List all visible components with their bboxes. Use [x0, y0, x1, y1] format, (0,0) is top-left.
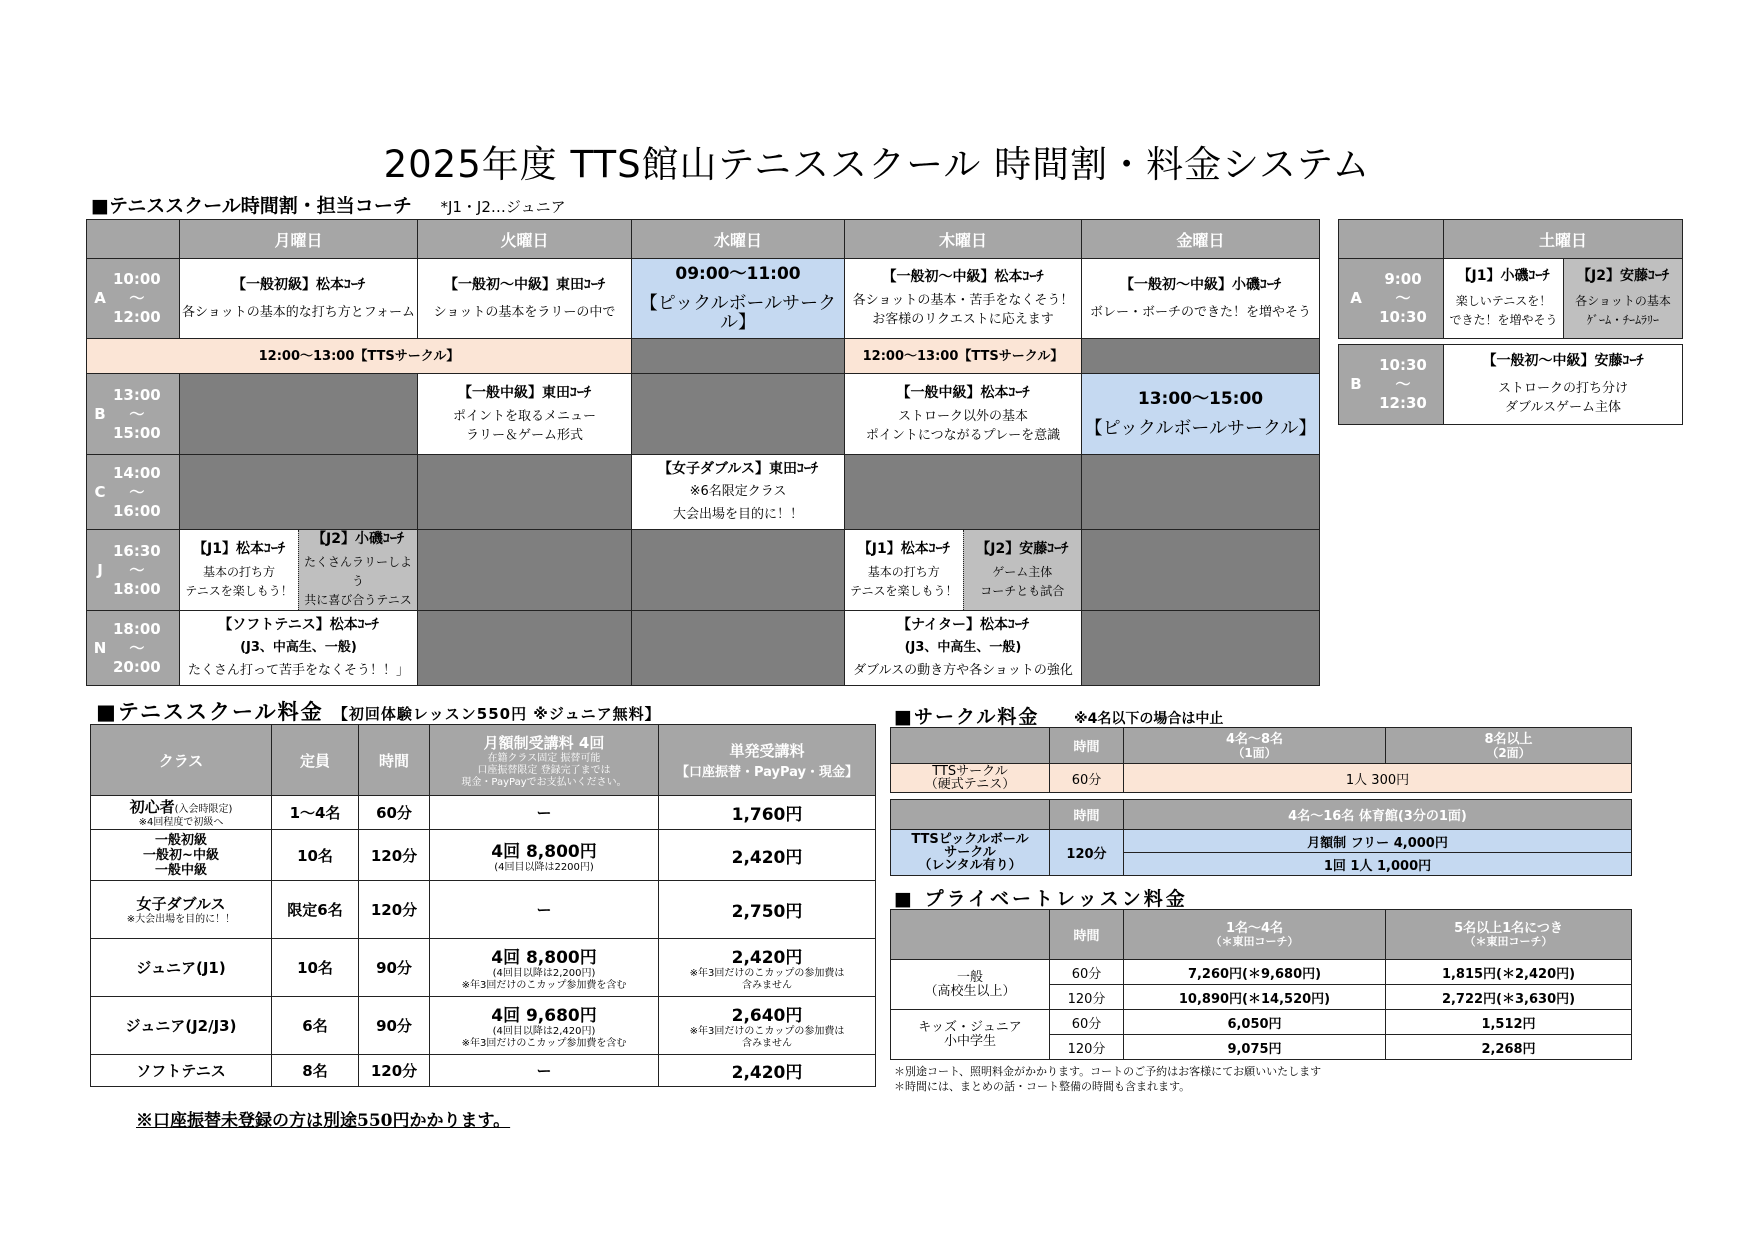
- slot-a-label: A10:00 ～ 12:00: [87, 259, 180, 339]
- circle-heading: [894, 702, 1223, 729]
- day-sat: 土曜日: [1444, 220, 1683, 259]
- circle-note: ※4名以下の場合は中止: [1074, 711, 1224, 727]
- fees-row-general: 一般初級 一般初~中級 一般中級 10名 120分 4回 8,800円 (4回目以降は2200円) 2,420円: [91, 830, 876, 881]
- pickle-col-capacity: 4名～16名 体育館(3分の1面): [1124, 800, 1632, 830]
- fees-heading: [96, 696, 661, 726]
- empty-c-tue: [418, 455, 632, 530]
- private-note-time: ＊時間には、まとめの話・コート整備の時間も含まれます。: [894, 1080, 1191, 1093]
- circle-corner: [891, 728, 1050, 764]
- day-wed: 水曜日: [632, 220, 845, 259]
- corner-cell: [87, 220, 180, 259]
- class-j-mon: [180, 530, 418, 611]
- fees-col-single: 単発受講料 【口座振替・PayPay・現金】: [659, 725, 876, 796]
- fees-row-beginner: 初心者(入会時限定) ※4回程度で初級へ 1～4名 60分 ー 1,760円: [91, 796, 876, 830]
- class-b-fri: 13:00～15:00 【ピックルボールサークル】: [1082, 374, 1320, 455]
- class-a-thu: 【一般初～中級】松本ｺｰﾁ 各ショットの基本・苦手をなくそう！ お客様のリクエストに応えます: [845, 259, 1082, 339]
- fees-row-ladies: 女子ダブルス ※大会出場を目的に！！ 限定6名 120分 ー 2,750円: [91, 881, 876, 939]
- lunch-circle-mon-tue: 12:00～13:00【TTSサークル】: [87, 339, 632, 374]
- empty-lunch-fri: [1082, 339, 1320, 374]
- fees-col-class: クラス: [91, 725, 272, 796]
- private-col-1to4: 1名～4名 （＊東田コーチ）: [1124, 910, 1386, 960]
- fees-col-capacity: 定員: [272, 725, 359, 796]
- circle-pickleball-table: [890, 799, 1632, 876]
- timetable-heading: [91, 191, 566, 218]
- timetable-heading-text: ■テニススクール時間割・担当コーチ: [91, 195, 412, 217]
- private-notes: [894, 1064, 1321, 1094]
- slot-j-label: J16:30 ～ 18:00: [87, 530, 180, 611]
- empty-n-wed: [632, 611, 845, 686]
- page-title: 2025年度 TTS館山テニススクール 時間割・料金システム: [383, 143, 1371, 186]
- circle-col-small: 4名～8名 （1面）: [1124, 728, 1386, 764]
- fees-row-junior-j1: ジュニア(J1) 10名 90分 4回 8,800円 (4回目以降は2,200円) ※年3回だけのこカップ参加費を含む 2,420円 ※年3回だけのこカップの参加費は 含みません: [91, 939, 876, 997]
- empty-j-tue: [418, 530, 632, 611]
- empty-lunch-wed: [632, 339, 845, 374]
- empty-c-mon: [180, 455, 418, 530]
- empty-j-wed: [632, 530, 845, 611]
- sat-slot-a-label: A9:00 ～ 10:30: [1339, 259, 1444, 339]
- pickle-row-single: 1回 1人 1,000円: [891, 853, 1632, 876]
- class-b-thu: 【一般中級】松本ｺｰﾁ ストローク以外の基本 ポイントにつながるプレーを意識: [845, 374, 1082, 455]
- fees-row-soft-tennis: ソフトテニス 8名 120分 ー 2,420円: [91, 1055, 876, 1087]
- class-a-mon: 【一般初級】松本ｺｰﾁ 各ショットの基本的な打ち方とフォーム: [180, 259, 418, 339]
- fees-note: 【初回体験レッスン550円 ※ジュニア無料】: [332, 705, 661, 723]
- class-n-mon: 【ソフトテニス】松本ｺｰﾁ (J3、中高生、一般) たくさん打って苦手をなくそう！！」: [180, 611, 418, 686]
- private-note-court: ＊別途コート、照明料金がかかります。コートのご予約はお客様にてお願いいたします: [894, 1065, 1322, 1078]
- fees-heading-text: ■テニススクール料金: [96, 700, 324, 724]
- class-a-fri: 【一般初～中級】小磯ｺｰﾁ ボレー・ボーチのできた！を増やそう: [1082, 259, 1320, 339]
- slot-c-label: C14:00 ～ 16:00: [87, 455, 180, 530]
- class-a-tue: 【一般初～中級】東田ｺｰﾁ ショットの基本をラリーの中で: [418, 259, 632, 339]
- sat-class-b: 【一般初～中級】安藤ｺｰﾁ ストロークの打ち分け ダブルスゲーム主体: [1444, 345, 1683, 425]
- fees-col-time: 時間: [359, 725, 430, 796]
- pickle-corner: [891, 800, 1050, 830]
- lunch-circle-thu: 12:00～13:00【TTSサークル】: [845, 339, 1082, 374]
- empty-b-wed: [632, 374, 845, 455]
- class-j-thu: [845, 530, 1082, 611]
- saturday-timetable: [1338, 219, 1683, 425]
- circle-col-time: 時間: [1050, 728, 1124, 764]
- sat-class-j1: 【J1】小磯ｺｰﾁ 楽しいテニスを！ できた！を増やそう: [1444, 259, 1564, 339]
- private-col-time: 時間: [1050, 910, 1124, 960]
- empty-j-fri: [1082, 530, 1320, 611]
- class-n-thu: 【ナイター】松本ｺｰﾁ (J3、中高生、一般) ダブルスの動き方や各ショットの強化: [845, 611, 1082, 686]
- private-row-kids-120: 120分 9,075円 2,268円: [891, 1035, 1632, 1060]
- private-col-5plus: 5名以上1名につき （＊東田コーチ）: [1386, 910, 1632, 960]
- sat-slot-b-label: B10:30 ～ 12:30: [1339, 345, 1444, 425]
- circle-tts-row: TTSサークル （硬式テニス） 60分 1人 300円: [891, 764, 1632, 793]
- bank-transfer-footnote: ※口座振替未登録の方は別途550円かかります。: [136, 1111, 511, 1131]
- pickle-col-time: 時間: [1050, 800, 1124, 830]
- private-corner: [891, 910, 1050, 960]
- private-row-kids-60: キッズ・ジュニア 小中学生 60分 6,050円 1,512円: [891, 1010, 1632, 1035]
- pickle-row-monthly: TTSピックルボール サークル （レンタル有り） 120分 月額制 フリー 4,000円: [891, 830, 1632, 853]
- circle-col-large: 8名以上 （2面）: [1386, 728, 1632, 764]
- weekday-timetable: [86, 219, 1320, 686]
- empty-n-fri: [1082, 611, 1320, 686]
- private-row-general-60: 一般 （高校生以上） 60分 7,260円(＊9,680円) 1,815円(＊2,420円): [891, 960, 1632, 985]
- day-fri: 金曜日: [1082, 220, 1320, 259]
- class-j1-mon: 【J1】松本ｺｰﾁ 基本の打ち方 テニスを楽しもう！: [185, 540, 293, 598]
- sat-corner-cell: [1339, 220, 1444, 259]
- empty-n-tue: [418, 611, 632, 686]
- fees-row-junior-j2j3: ジュニア(J2/J3) 6名 90分 4回 9,680円 (4回目以降は2,420円) ※年3回だけのこカップ参加費を含む 2,640円 ※年3回だけのこカップの参加費は 含みません: [91, 997, 876, 1055]
- day-tue: 火曜日: [418, 220, 632, 259]
- private-heading: ■ プライベートレッスン料金: [894, 888, 1188, 910]
- day-mon: 月曜日: [180, 220, 418, 259]
- empty-c-fri: [1082, 455, 1320, 530]
- circle-tennis-table: [890, 727, 1632, 793]
- day-thu: 木曜日: [845, 220, 1082, 259]
- class-j2-mon: 【J2】小磯ｺｰﾁ たくさんラリーしよう 共に喜び合うテニス: [298, 530, 417, 610]
- sat-class-j2: 【J2】安藤ｺｰﾁ 各ショットの基本 ｹﾞｰﾑ・ﾁｰﾑﾗﾘｰ: [1564, 259, 1683, 339]
- timetable-note: *J1・J2…ジュニア: [440, 198, 566, 216]
- empty-c-thu: [845, 455, 1082, 530]
- private-row-general-120: 120分 10,890円(＊14,520円) 2,722円(＊3,630円): [891, 985, 1632, 1010]
- fees-table: [90, 724, 876, 1087]
- slot-b-label: B13:00 ～ 15:00: [87, 374, 180, 455]
- circle-heading-text: ■サークル料金: [894, 706, 1040, 728]
- class-j1-thu: 【J1】松本ｺｰﾁ 基本の打ち方 テニスを楽しもう！: [849, 540, 958, 598]
- class-c-wed: 【女子ダブルス】東田ｺｰﾁ ※6名限定クラス 大会出場を目的に！！: [632, 455, 845, 530]
- class-b-tue: 【一般中級】東田ｺｰﾁ ポイントを取るメニュー ラリー＆ゲーム形式: [418, 374, 632, 455]
- empty-b-mon: [180, 374, 418, 455]
- slot-n-label: N18:00 ～ 20:00: [87, 611, 180, 686]
- fees-col-monthly: 月額制受講料 4回 在籍クラス固定 振替可能 口座振替限定 登録完了までは 現金・PayPayでお支払いください。: [430, 725, 659, 796]
- class-j2-thu: 【J2】安藤ｺｰﾁ ゲーム主体 コーチとも試合: [963, 530, 1082, 610]
- private-lesson-table: [890, 909, 1632, 1060]
- class-a-wed: 09:00～11:00 【ピックルボールサークル】: [632, 259, 845, 339]
